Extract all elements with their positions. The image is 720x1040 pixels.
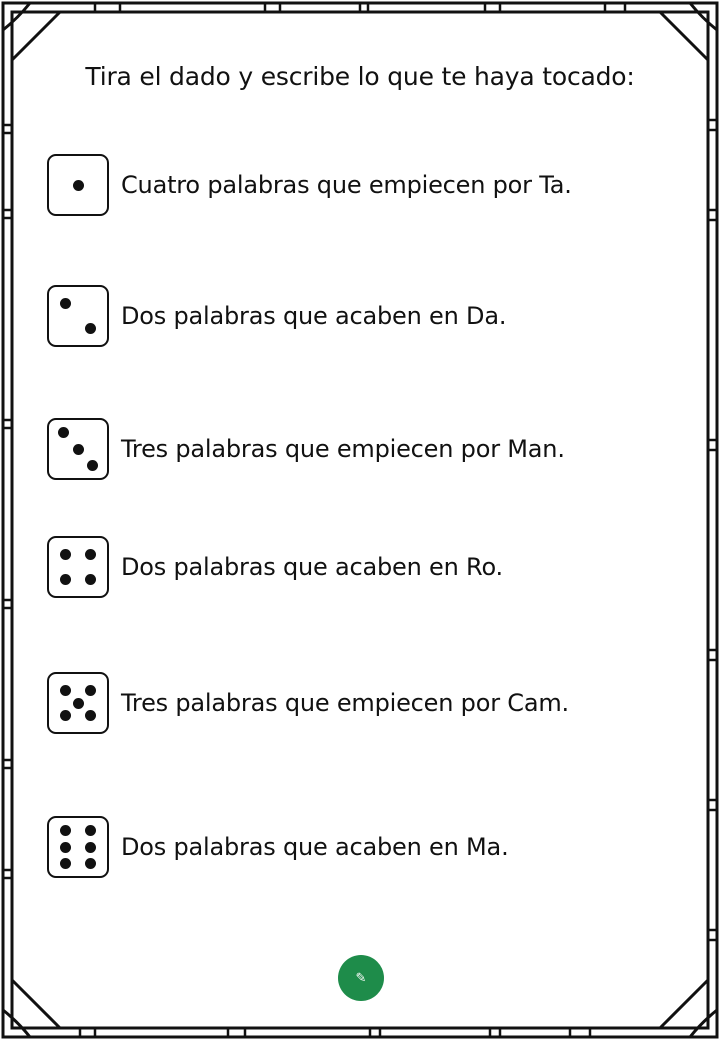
task-text: Dos palabras que acaben en Ro. [121,553,503,581]
die-face-4-icon [47,536,109,598]
die-pip [85,549,96,560]
task-text: Cuatro palabras que empiecen por Ta. [121,171,572,199]
die-pip [60,574,71,585]
die-pip [60,858,71,869]
task-item-1 [47,152,572,218]
die-pip [73,180,84,191]
die-pip [85,858,96,869]
task-item-4 [47,534,503,600]
task-item-5 [47,670,569,736]
die-face-2-icon [47,285,109,347]
task-text: Dos palabras que acaben en Da. [121,302,507,330]
die-pip [60,842,71,853]
task-text: Dos palabras que acaben en Ma. [121,833,509,861]
task-text: Tres palabras que empiecen por Man. [121,435,565,463]
die-pip [85,710,96,721]
die-face-1-icon [47,154,109,216]
task-item-6 [47,814,509,880]
die-face-3-icon [47,418,109,480]
die-pip [58,427,69,438]
die-pip [60,685,71,696]
die-pip [60,710,71,721]
task-item-2 [47,283,506,349]
task-item-3 [47,416,565,482]
worksheet-instruction: Tira el dado y escribe lo que te haya tocado: [85,62,635,91]
die-face-5-icon [47,672,109,734]
die-pip [73,698,84,709]
die-pip [60,298,71,309]
die-pip [60,549,71,560]
die-pip [87,460,98,471]
die-pip [60,825,71,836]
pencil-icon: ✎ [355,970,367,986]
die-pip [85,825,96,836]
task-text: Tres palabras que empiecen por Cam. [121,689,569,717]
die-pip [85,842,96,853]
die-face-6-icon [47,816,109,878]
die-pip [85,685,96,696]
die-pip [73,444,84,455]
die-pip [85,323,96,334]
die-pip [85,574,96,585]
publisher-logo [338,955,384,1001]
